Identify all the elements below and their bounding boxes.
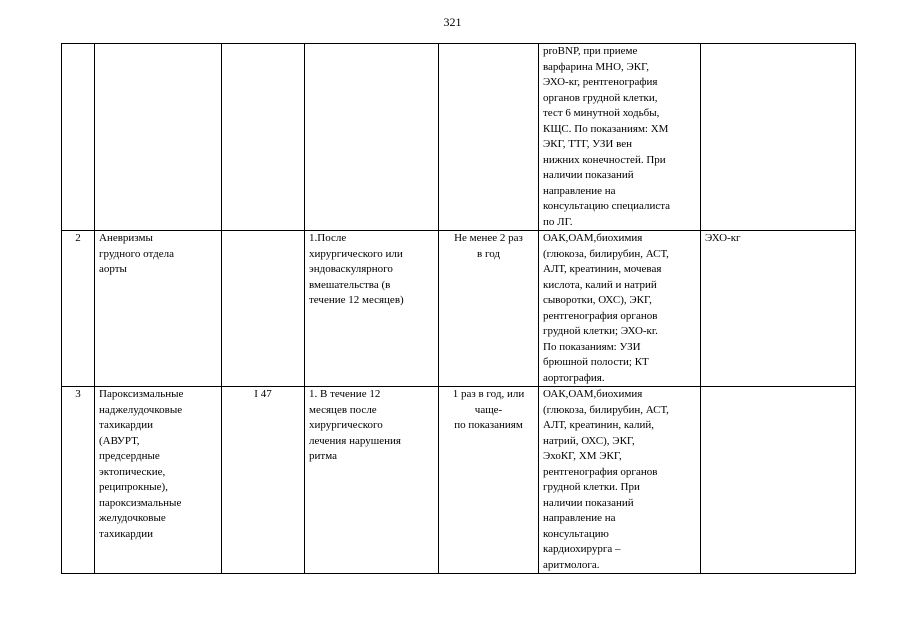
additional-exams-cell: ЭХО-кг (701, 231, 856, 387)
table-row (62, 44, 856, 231)
row-number-cell: 2 (62, 231, 95, 387)
icd-code-cell (222, 231, 305, 387)
period-cell: 1. В течение 12 месяцев после хирургического лечения нарушения ритма (305, 387, 439, 574)
page-number: 321 (443, 15, 462, 29)
row-number-cell: 3 (62, 387, 95, 574)
examinations-cell: ОАК,ОАМ,биохимия (глюкоза, билирубин, АСТ, АЛТ, креатинин, мочевая кислота, калий и натрий сыворотки, ОХС), ЭКГ, рентгенография органов грудной клетки; ЭХО-кг. По показаниям: УЗИ брюшной полости; КТ аортография. (539, 231, 701, 387)
row-number-cell (62, 44, 95, 231)
frequency-cell (439, 44, 539, 231)
period-cell: 1.После хирургического или эндоваскулярного вмешательства (в течение 12 месяцев) (305, 231, 439, 387)
table-row (62, 231, 856, 387)
table-row (62, 387, 856, 574)
dispensary-table (61, 43, 856, 574)
diagnosis-cell (95, 44, 222, 231)
period-cell (305, 44, 439, 231)
examinations-cell: ОАК,ОАМ,биохимия (глюкоза, билирубин, АСТ, АЛТ, креатинин, калий, натрий, ОХС), ЭКГ, ЭхоКГ, ХМ ЭКГ, рентгенография органов грудной клетки. При наличии показаний направление на консультацию кардиохирурга – аритмолога. (539, 387, 701, 574)
frequency-cell: 1 раз в год, или чаще- по показаниям (439, 387, 539, 574)
icd-code-cell (222, 44, 305, 231)
frequency-cell: Не менее 2 раз в год (439, 231, 539, 387)
additional-exams-cell (701, 387, 856, 574)
diagnosis-cell: Аневризмы грудного отдела аорты (95, 231, 222, 387)
examinations-cell: proBNP, при приеме варфарина МНО, ЭКГ, ЭХО-кг, рентгенография органов грудной клетки, тест 6 минутной ходьбы, КЩС. По показаниям: ХМ ЭКГ, ТТГ, УЗИ вен нижних конечностей. При наличии показаний направление на консультацию специалиста по ЛГ. (539, 44, 701, 231)
icd-code-cell: I 47 (222, 387, 305, 574)
additional-exams-cell (701, 44, 856, 231)
diagnosis-cell: Пароксизмальные наджелудочковые тахикардии (АВУРТ, предсердные эктопические, реципрокные), пароксизмальные желудочковые тахикардии (95, 387, 222, 574)
